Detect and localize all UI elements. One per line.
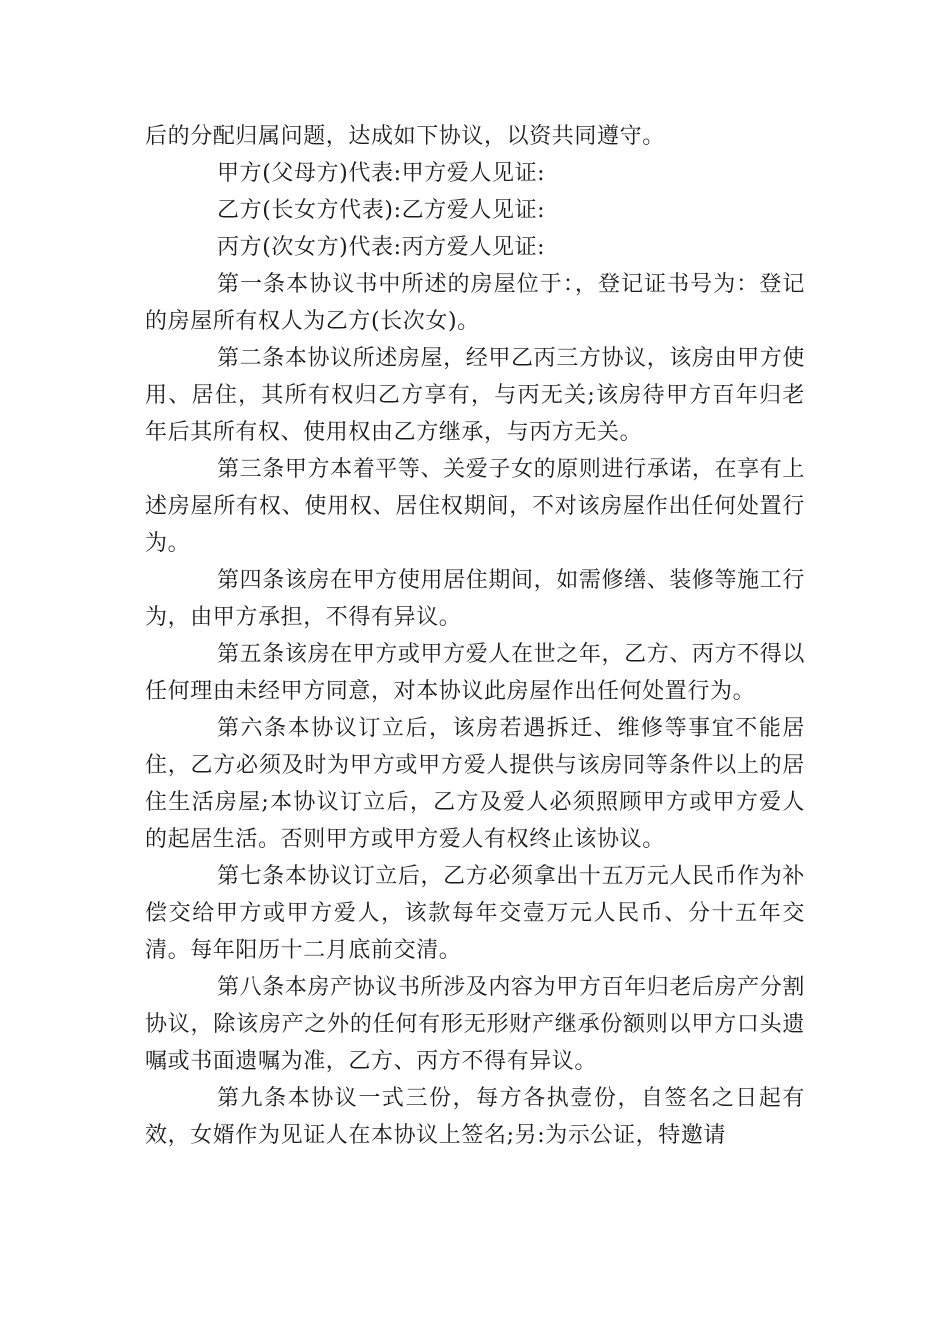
paragraph-article-6: 第六条本协议订立后，该房若遇拆迁、维修等事宜不能居住，乙方必须及时为甲方或甲方爱人提供与该房同等条件以上的居住生活房屋;本协议订立后，乙方及爱人必须照顾甲方或甲方爱人的起居生活。否则甲方或甲方爱人有权终止该协议。 (145, 716, 805, 852)
paragraph-article-5: 第五条该房在甲方或甲方爱人在世之年，乙方、丙方不得以任何理由未经甲方同意，对本协议此房屋作出任何处置行为。 (145, 642, 805, 704)
paragraph-article-9: 第九条本协议一式三份，每方各执壹份，自签名之日起有效，女婿作为见证人在本协议上签名;另:为示公证，特邀请 (145, 1086, 805, 1148)
paragraph-article-8: 第八条本房产协议书所涉及内容为甲方百年归老后房产分割协议，除该房产之外的任何有形无形财产继承份额则以甲方口头遗嘱或书面遗嘱为准，乙方、丙方不得有异议。 (145, 975, 805, 1074)
paragraph-party-b: 乙方(长女方代表):乙方爱人见证: (217, 198, 546, 223)
paragraph-article-1: 第一条本协议书中所述的房屋位于：，登记证书号为：登记的房屋所有权人为乙方(长次女)。 (145, 272, 805, 334)
document-page (145, 118, 805, 1154)
paragraph-party-c: 丙方(次女方)代表:丙方爱人见证: (217, 235, 546, 260)
paragraph-party-a: 甲方(父母方)代表:甲方爱人见证: (217, 161, 546, 186)
paragraph-intro: 后的分配归属问题，达成如下协议，以资共同遵守。 (145, 124, 665, 149)
paragraph-article-3: 第三条甲方本着平等、关爱子女的原则进行承诺，在享有上述房屋所有权、使用权、居住权期间，不对该房屋作出任何处置行为。 (145, 457, 805, 556)
paragraph-article-4: 第四条该房在甲方使用居住期间，如需修缮、装修等施工行为，由甲方承担，不得有异议。 (145, 568, 805, 630)
paragraph-article-2: 第二条本协议所述房屋，经甲乙丙三方协议，该房由甲方使用、居住，其所有权归乙方享有，与丙无关;该房待甲方百年归老年后其所有权、使用权由乙方继承，与丙方无关。 (145, 346, 805, 445)
paragraph-article-7: 第七条本协议订立后，乙方必须拿出十五万元人民币作为补偿交给甲方或甲方爱人，该款每年交壹万元人民币、分十五年交清。每年阳历十二月底前交清。 (145, 864, 805, 963)
